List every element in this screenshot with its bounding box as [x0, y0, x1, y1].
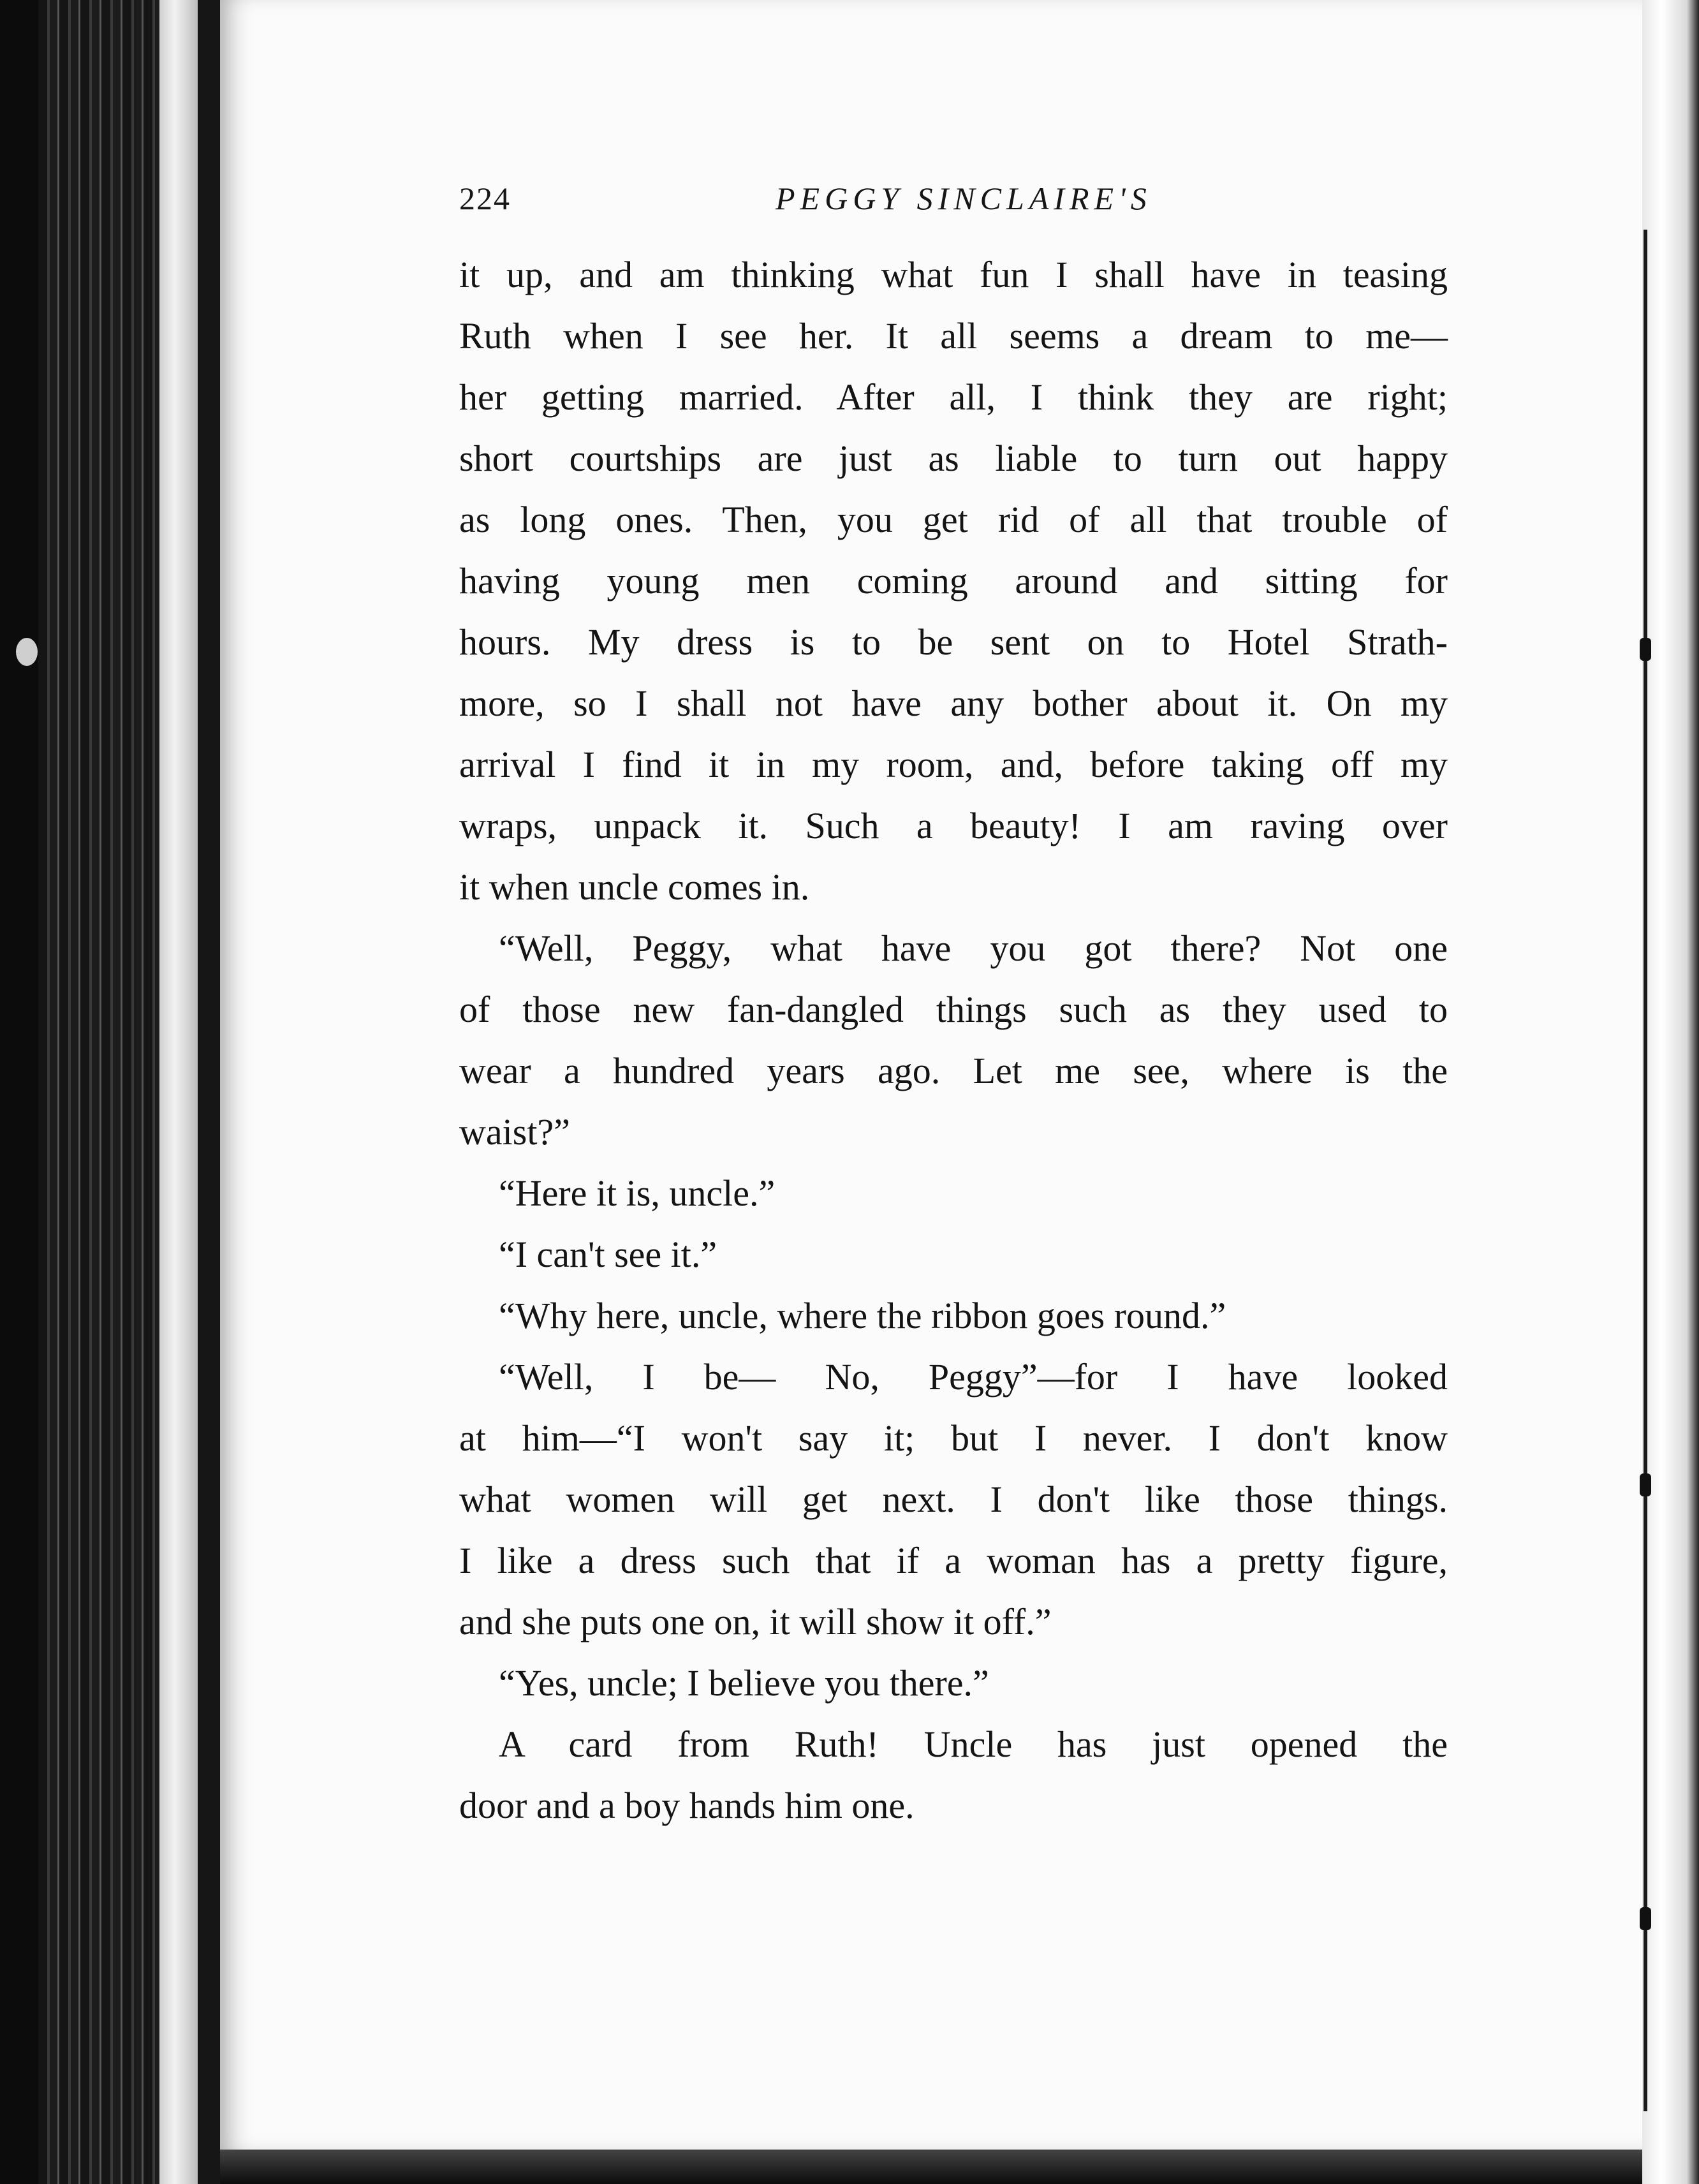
- running-head: [459, 180, 1454, 225]
- text-line: “I can't see it.”: [499, 1234, 717, 1275]
- text-line: of those new fan-dangled things such as they used to: [459, 989, 1448, 1030]
- text-line: it when uncle comes in.: [459, 866, 810, 908]
- margin-blemish: [16, 638, 38, 666]
- text-line: “Why here, uncle, where the ribbon goes round.”: [499, 1295, 1226, 1336]
- text-line: what women will get next. I don't like those things.: [459, 1479, 1448, 1520]
- right-edge-notch: [1640, 638, 1651, 661]
- text-line: and she puts one on, it will show it off.”: [459, 1601, 1052, 1642]
- book-page-edges: [38, 0, 223, 2184]
- right-edge-rule: [1644, 230, 1647, 2111]
- text-line: I like a dress such that if a woman has a pretty figure,: [459, 1540, 1448, 1581]
- text-line: “Well, I be— No, Peggy”—for I have looked: [499, 1356, 1448, 1398]
- text-line: “Well, Peggy, what have you got there? Not one: [499, 927, 1448, 969]
- page-number: 224: [459, 181, 511, 216]
- text-line: hours. My dress is to be sent on to Hotel Strath-: [459, 621, 1448, 663]
- text-line: having young men coming around and sitting for: [459, 560, 1448, 601]
- text-line: more, so I shall not have any bother about it. On my: [459, 682, 1448, 724]
- text-line: as long ones. Then, you get rid of all that trouble of: [459, 499, 1448, 540]
- right-page-edge: [1642, 0, 1699, 2184]
- text-line: arrival I find it in my room, and, before taking off my: [459, 744, 1448, 785]
- text-line: A card from Ruth! Uncle has just opened the: [499, 1723, 1448, 1765]
- text-line: short courtships are just as liable to turn out happy: [459, 438, 1448, 479]
- text-line: her getting married. After all, I think they are right;: [459, 376, 1448, 418]
- page-edge-highlight: [159, 0, 198, 2184]
- text-line: wear a hundred years ago. Let me see, where is the: [459, 1050, 1448, 1091]
- right-edge-notch: [1640, 1473, 1651, 1496]
- text-line: wraps, unpack it. Such a beauty! I am raving over: [459, 805, 1448, 846]
- right-edge-notch: [1640, 1907, 1651, 1930]
- text-line: waist?”: [459, 1111, 570, 1153]
- running-title: PEGGY SINCLAIRE'S: [776, 181, 1152, 216]
- text-line: it up, and am thinking what fun I shall have in teasing: [459, 254, 1448, 295]
- text-line: at him—“I won't say it; but I never. I don't know: [459, 1417, 1448, 1459]
- page-bottom-shadow: [220, 2150, 1642, 2184]
- text-line: “Here it is, uncle.”: [499, 1172, 776, 1214]
- book-gutter: [198, 0, 223, 2184]
- text-line: door and a boy hands him one.: [459, 1785, 915, 1826]
- text-line: Ruth when I see her. It all seems a dream to me—: [459, 315, 1448, 357]
- text-line: “Yes, uncle; I believe you there.”: [499, 1662, 989, 1704]
